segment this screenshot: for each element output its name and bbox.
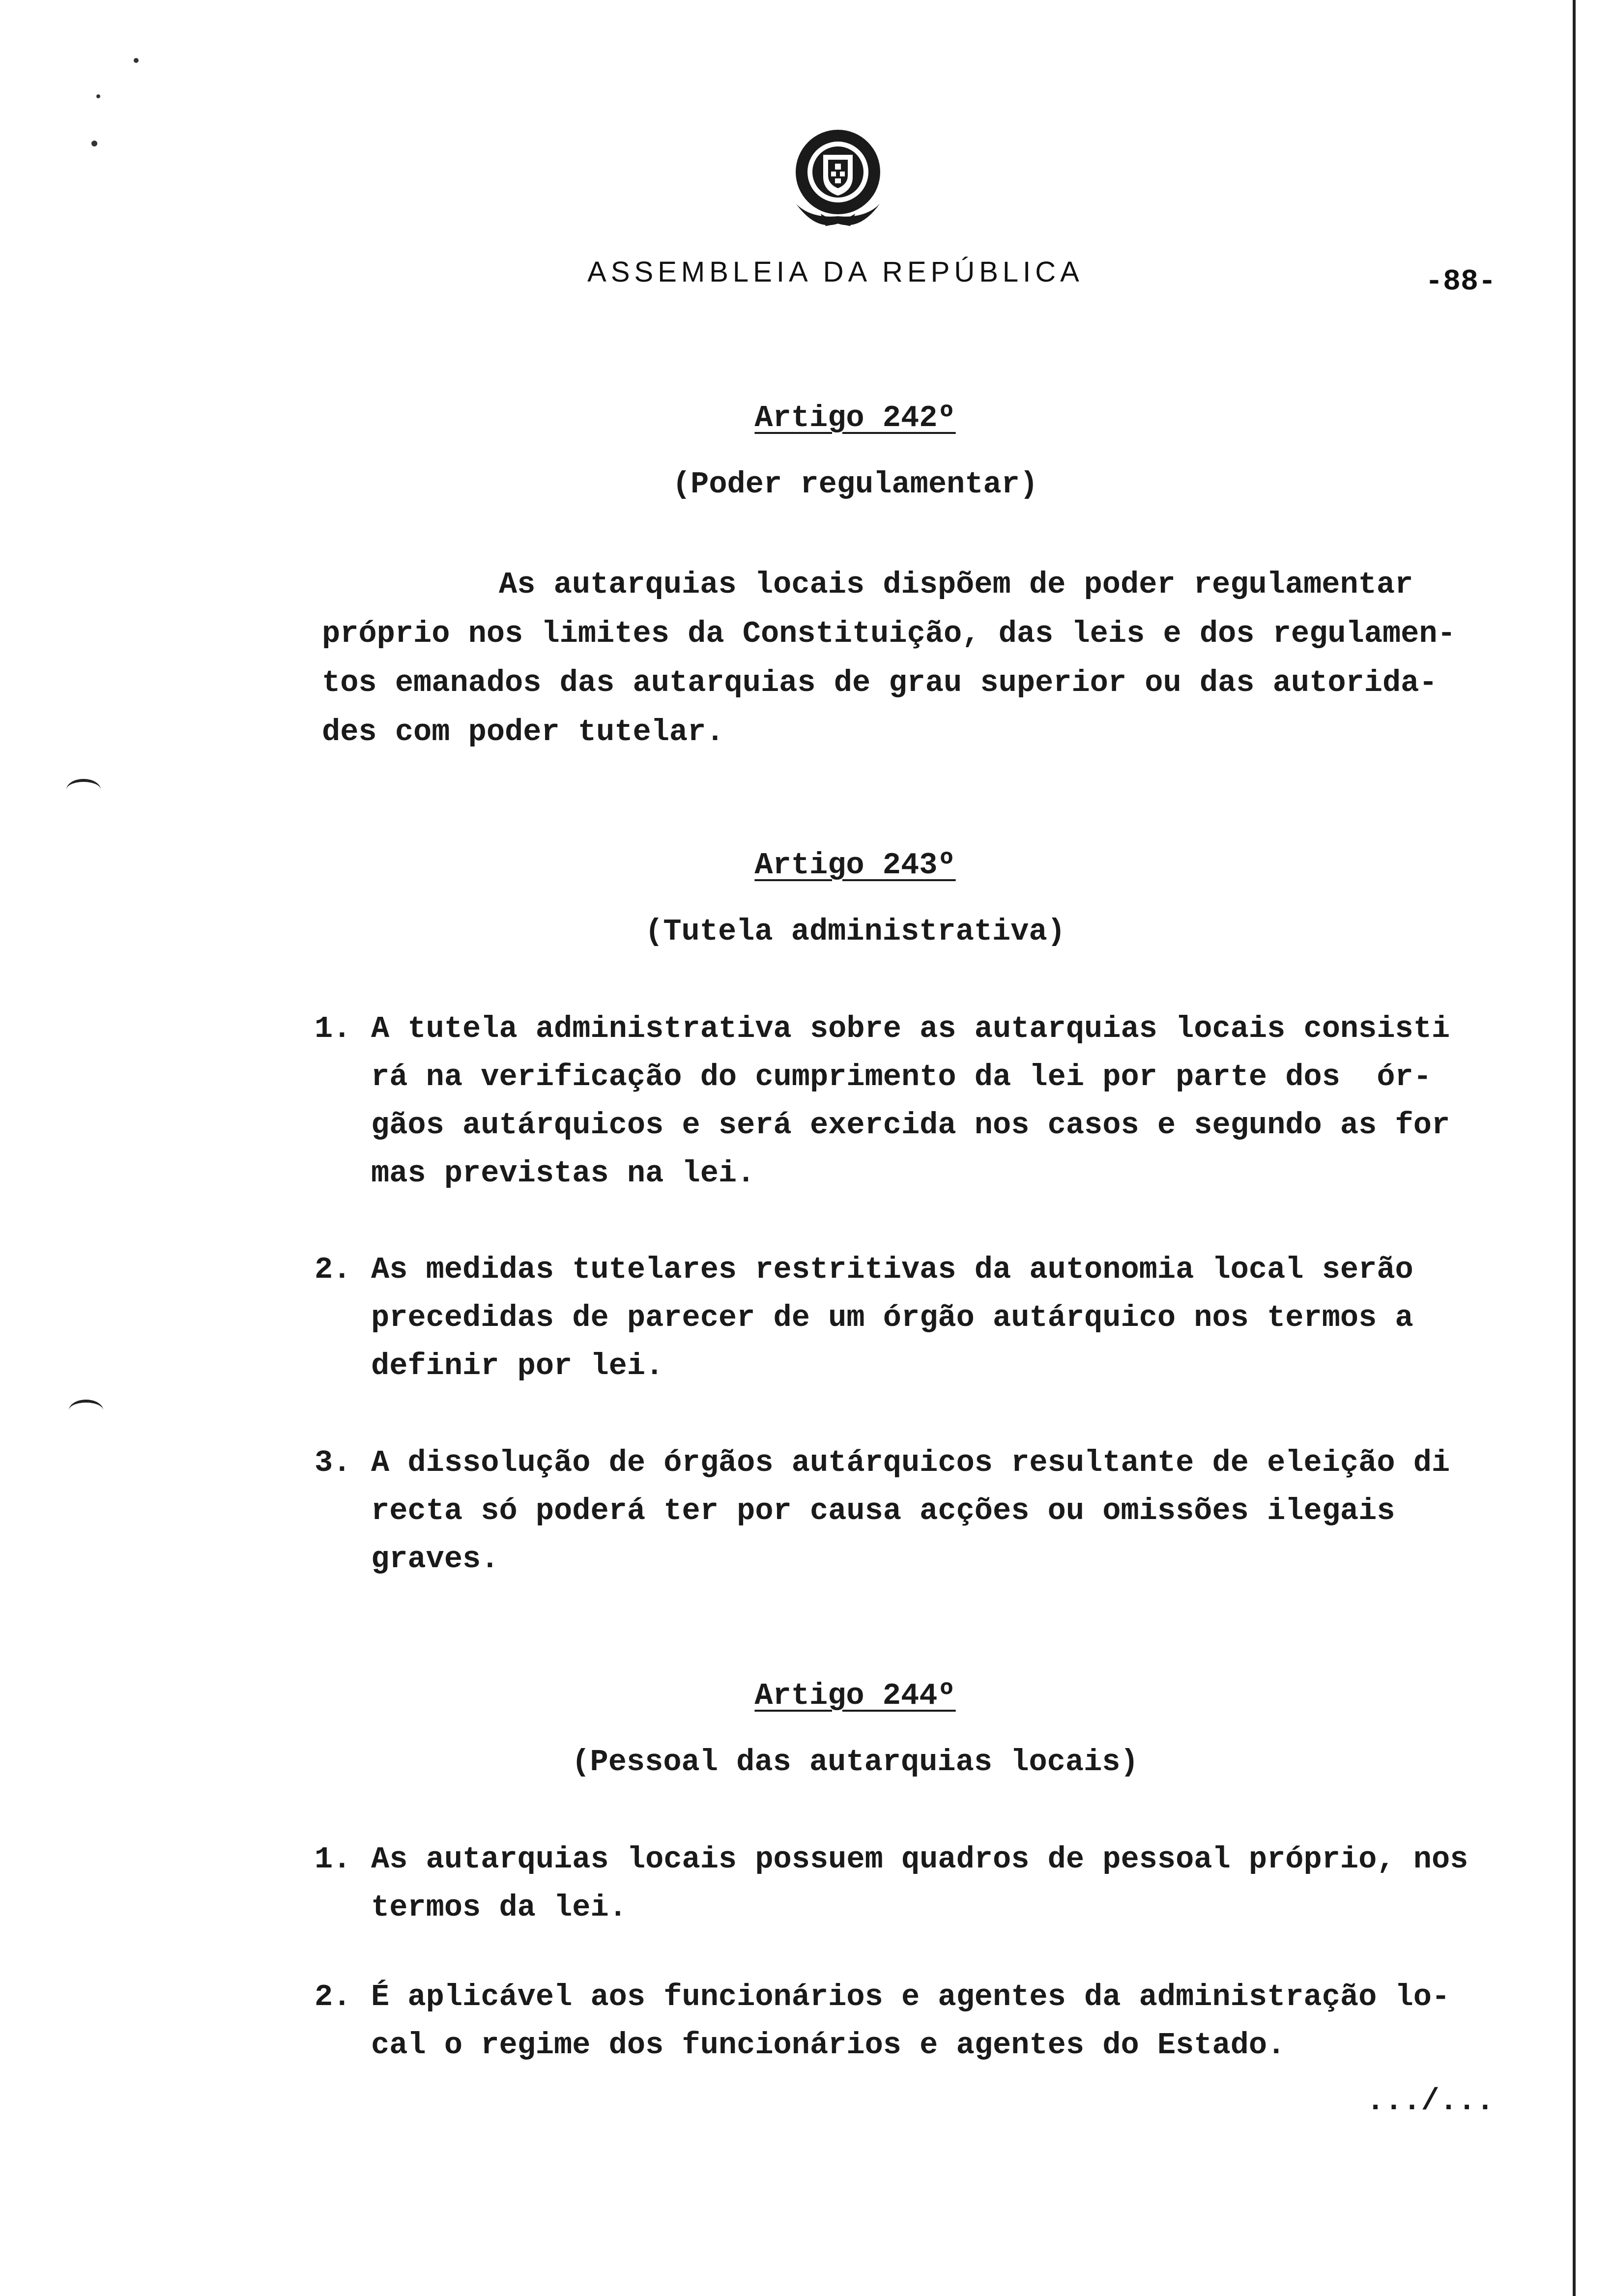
institution-name: ASSEMBLEIA DA REPÚBLICA [587,256,1084,288]
binding-hole-mark [66,779,101,801]
article-title: Artigo 244º [754,1678,956,1713]
binding-hole-mark [69,1400,103,1421]
article-subtitle: (Pessoal das autarquias locais) [572,1745,1139,1779]
scan-mark [96,94,100,98]
list-item: 3. A dissolução de órgãos autárquicos resultante de eleição di recta só poderá ter por causa acções ou omissões ilegais graves. [315,1445,1450,1577]
article-subtitle: (Tutela administrativa) [645,914,1065,949]
article-title: Artigo 243º [754,848,956,883]
page-number: -88- [1425,265,1497,299]
article-title: Artigo 242º [754,401,956,435]
list-item: 2. É aplicável aos funcionários e agentes da administração lo- cal o regime dos funcionários e agentes do Estado. [315,1980,1450,2063]
continuation-mark: .../... [1366,2084,1495,2119]
list-item: 2. As medidas tutelares restritivas da autonomia local serão precedidas de parecer de um órgão autárquico nos termos a definir por lei. [315,1252,1413,1383]
list-item: 1. A tutela administrativa sobre as autarquias locais consisti rá na verificação do cumprimento da lei por parte dos ór- gãos autárquicos e será exercida nos casos e segundo as for mas previstas na lei. [315,1011,1450,1191]
list-item: 1. As autarquias locais possuem quadros de pessoal próprio, nos termos da lei. [315,1842,1468,1925]
article-paragraph: As autarquias locais dispõem de poder regulamentar próprio nos limites da Constituição, das leis e dos regulamen- tos emanados das autarquias de grau superior ou das autorida- des com poder tutelar. [322,567,1456,749]
page-edge-rule [1573,0,1576,2296]
scan-mark [91,141,97,146]
scan-mark [134,58,139,63]
portuguese-coat-of-arms-icon [786,125,890,238]
article-subtitle: (Poder regulamentar) [672,467,1038,502]
